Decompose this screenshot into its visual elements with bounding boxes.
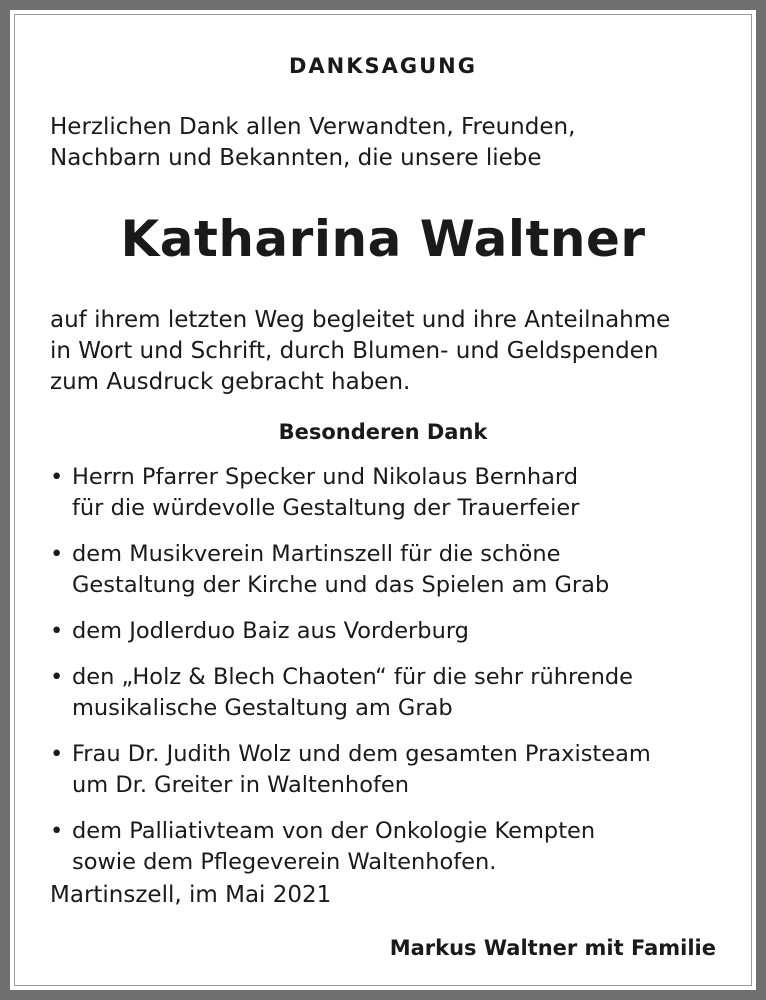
intro-line: Herzlichen Dank allen Verwandten, Freunden, xyxy=(50,114,576,140)
list-item-line: dem Jodlerduo Baiz aus Vorderburg xyxy=(72,618,469,644)
list-item-line: dem Palliativteam von der Onkologie Kempten xyxy=(72,818,596,844)
list-item-line: den „Holz & Blech Chaoten“ für die sehr rührende xyxy=(72,664,634,690)
list-item-line: sowie dem Pflegeverein Waltenhofen. xyxy=(72,849,497,875)
list-item xyxy=(50,816,750,878)
body-line: in Wort und Schrift, durch Blumen- und Geldspenden xyxy=(50,338,659,364)
body-text xyxy=(50,305,740,398)
bullet-icon: • xyxy=(50,618,64,644)
bullet-icon: • xyxy=(50,818,64,844)
intro-line: Nachbarn und Bekannten, die unsere liebe xyxy=(50,145,542,171)
bullet-icon: • xyxy=(50,664,64,690)
deceased-name: Katharina Waltner xyxy=(120,210,646,268)
signature: Markus Waltner mit Familie xyxy=(389,936,716,960)
thanks-list xyxy=(50,462,750,893)
list-item-line: Herrn Pfarrer Specker und Nikolaus Bernhard xyxy=(72,464,579,490)
place-date: Martinszell, im Mai 2021 xyxy=(50,882,332,908)
list-item-line: für die würdevolle Gestaltung der Trauerfeier xyxy=(72,495,580,521)
list-item-line: Gestaltung der Kirche und das Spielen am Grab xyxy=(72,572,610,598)
list-item xyxy=(50,662,750,724)
list-item xyxy=(50,616,750,647)
list-item-line: musikalische Gestaltung am Grab xyxy=(72,695,453,721)
list-item-line: dem Musikverein Martinszell für die schöne xyxy=(72,541,561,567)
notice-heading: DANKSAGUNG xyxy=(288,54,477,78)
special-thanks-heading: Besonderen Dank xyxy=(278,420,488,444)
intro-text xyxy=(50,112,730,174)
list-item xyxy=(50,539,750,601)
bullet-icon: • xyxy=(50,741,64,767)
list-item-line: um Dr. Greiter in Waltenhofen xyxy=(72,772,409,798)
body-line: zum Ausdruck gebracht haben. xyxy=(50,369,411,395)
body-line: auf ihrem letzten Weg begleitet und ihre Anteilnahme xyxy=(50,307,671,333)
list-item xyxy=(50,739,750,801)
bullet-icon: • xyxy=(50,541,64,567)
list-item xyxy=(50,462,750,524)
list-item-line: Frau Dr. Judith Wolz und dem gesamten Praxisteam xyxy=(72,741,651,767)
bullet-icon: • xyxy=(50,464,64,490)
